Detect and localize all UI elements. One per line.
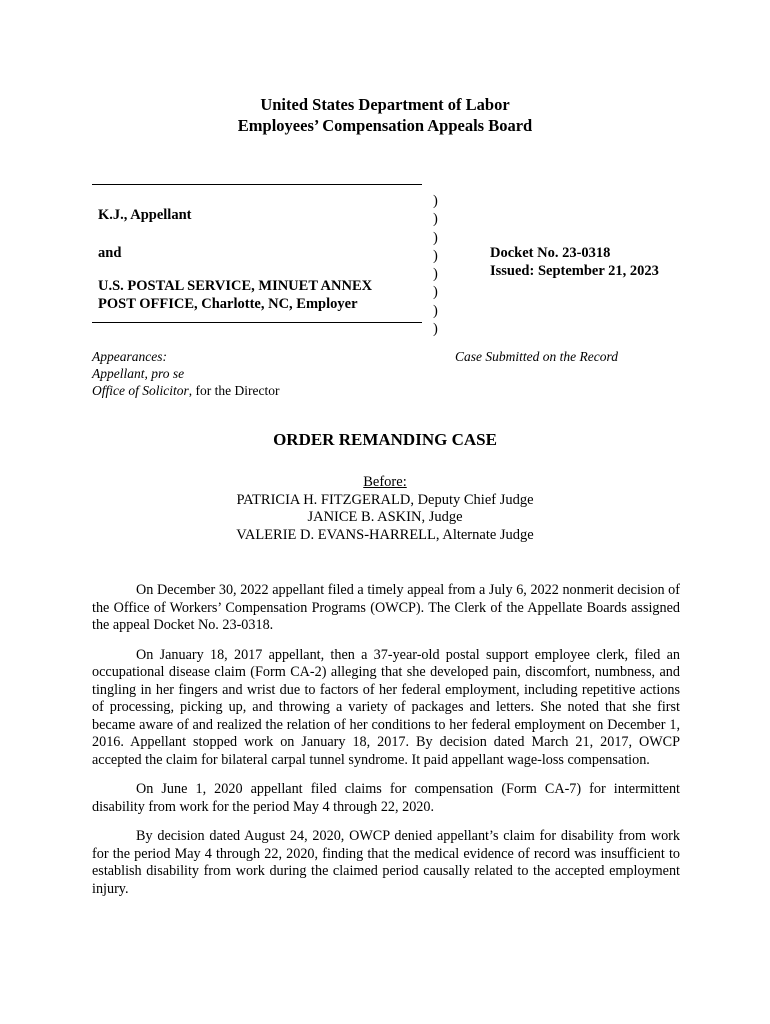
employer-line-1: U.S. POSTAL SERVICE, MINUET ANNEX <box>98 278 373 294</box>
employer-name <box>98 277 372 313</box>
order-body <box>92 582 680 910</box>
order-title: ORDER REMANDING CASE <box>273 430 497 449</box>
issued-date: Issued: September 21, 2023 <box>490 263 659 279</box>
solicitor-office: Office of Solicitor <box>92 383 189 398</box>
caption-top-rule <box>92 184 422 185</box>
paragraph-3: On June 1, 2020 appellant filed claims for compensation (Form CA-7) for intermittent disability from work for the period May 4 through 22, 2020. <box>92 781 680 815</box>
paragraph-1: On December 30, 2022 appellant filed a timely appeal from a July 6, 2022 nonmerit decision of the Office of Workers’ Compensation Programs (OWCP). The Clerk of the Appellate Boards assigned the appeal Docket No. 23-0318. <box>92 582 680 633</box>
judge-3: VALERIE D. EVANS-HARRELL, Alternate Judge <box>236 526 534 543</box>
caption-bottom-rule <box>92 322 422 323</box>
appearances <box>92 348 279 399</box>
judge-1: PATRICIA H. FITZGERALD, Deputy Chief Judge <box>236 491 534 508</box>
board-name: Employees’ Compensation Appeals Board <box>237 116 533 135</box>
caption-and: and <box>98 245 122 261</box>
case-caption <box>92 180 692 338</box>
docket-info <box>490 244 659 280</box>
document-header <box>0 94 770 136</box>
solicitor-appearance <box>92 382 279 399</box>
case-submitted-note: Case Submitted on the Record <box>455 349 618 364</box>
employer-line-2: POST OFFICE, Charlotte, NC, Employer <box>98 296 358 312</box>
appearances-label: Appearances: <box>92 349 167 364</box>
solicitor-role: , for the Director <box>188 383 280 398</box>
paragraph-4: By decision dated August 24, 2020, OWCP denied appellant’s claim for disability from work for the period May 4 through 22, 2020, finding that the medical evidence of record was insufficient to establish disability from work during the claimed period causally related to the accepted employment injury. <box>92 828 680 897</box>
agency-name: United States Department of Labor <box>260 95 510 114</box>
docket-number: Docket No. 23-0318 <box>490 245 611 261</box>
caption-parentheses: ) ) ) ) ) ) ) ) <box>433 193 438 338</box>
paragraph-2: On January 18, 2017 appellant, then a 37-year-old postal support employee clerk, filed an occupational disease claim (Form CA-2) alleging that she developed pain, discomfort, numbness, and tingling in her fingers and wrist due to factors of her federal employment, including repetitive actions of processing, picking up, and throwing a variety of packages and letters. She noted that she first became aware of and realized the relation of her conditions to her federal employment on December 1, 2016. Appellant stopped work on January 18, 2017. By decision dated March 21, 2017, OWCP accepted the claim for bilateral carpal tunnel syndrome. It paid appellant wage-loss compensation. <box>92 646 680 768</box>
appellant-appearance: Appellant, pro se <box>92 366 185 381</box>
appellant-name: K.J., Appellant <box>98 207 192 223</box>
panel-judges <box>0 474 770 544</box>
judge-2: JANICE B. ASKIN, Judge <box>307 509 463 525</box>
before-label: Before: <box>363 474 407 490</box>
